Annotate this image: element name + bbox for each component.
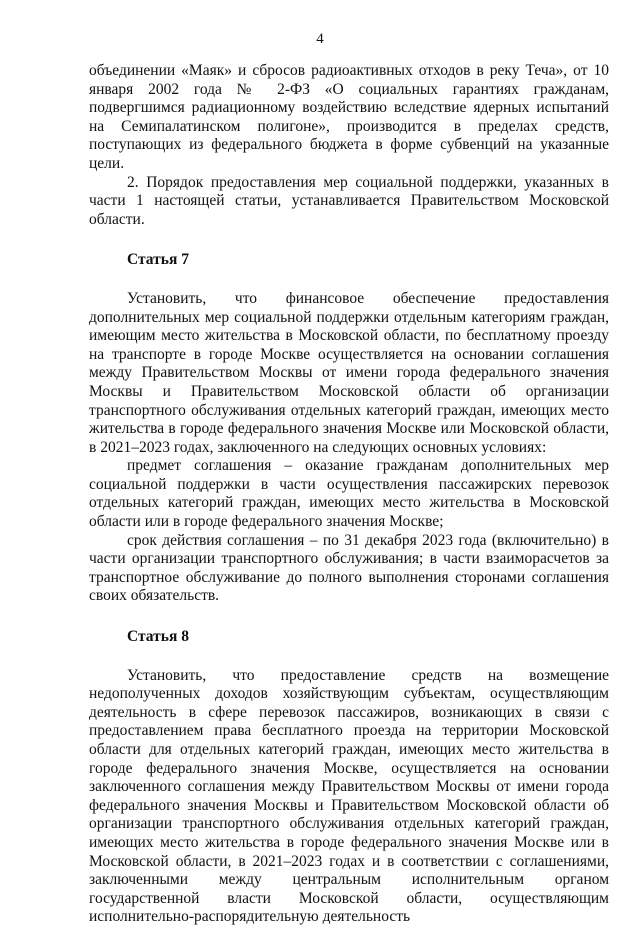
article-8-main-paragraph: Установить, что предоставление средств на возмещение недополученных доходов хозяйствующим субъектам, осуществляющим деятельность в сфере перевозок пассажиров, возникающих в связи с предоставлением права бесплатного проезда на территории Московской области для отдельных категорий граждан, имеющих место жительства в городе федерального значения Москве, осуществляется на основании заключенного соглашения между Правительством Москвы от имени города федерального значения Москвы и Правительством Московской области об организации транспортного обслуживания отдельных категорий граждан, имеющих место жительства в городе федерального значения Москве или в Московской области, в 2021–2023 годах и в соответствии с соглашениями, заключенными между центральным исполнительным органом государственной власти Московской области, осуществляющим исполнительно-распорядительную деятельность [89, 666, 609, 926]
paragraph-2: 2. Порядок предоставления мер социальной поддержки, указанных в части 1 настоящей статьи, устанавливается Правительством Московской области. [89, 173, 609, 228]
article-7-term-paragraph: срок действия соглашения – по 31 декабря 2023 года (включительно) в части организации транспортного обслуживания; в части взаиморасчетов за транспортное обслуживание до полного выполнения сторонами соглашения своих обязательств. [89, 531, 609, 605]
article-7-subject-paragraph: предмет соглашения – оказание гражданам дополнительных мер социальной поддержки в части осуществления пассажирских перевозок отдельных категорий граждан, имеющих место жительства в Московской области или в городе федерального значения Москве; [89, 457, 609, 531]
intro-paragraph: объединении «Маяк» и сбросов радиоактивных отходов в реку Теча», от 10 января 2002 года № 2-ФЗ «О социальных гарантиях гражданам, подвергшимся радиационному воздействию вследствие ядерных испытаний на Семипалатинском полигоне», производится в пределах средств, поступающих из федерального бюджета в форме субвенций на указанные цели. [89, 62, 609, 172]
document-body [89, 62, 609, 927]
page-number: 4 [316, 31, 324, 47]
spacer [89, 647, 609, 667]
spacer [89, 270, 609, 290]
article-7-heading: Статья 7 [127, 251, 189, 269]
article-8-heading: Статья 8 [127, 628, 189, 646]
article-7-main-paragraph: Установить, что финансовое обеспечение предоставления дополнительных мер социальной поддержки отдельным категориям граждан, имеющим место жительства в Московской области, по бесплатному проезду на транспорте в городе Москве осуществляется на основании соглашения между Правительством Москвы от имени города федерального значения Москвы и Правительством Московской области об организации транспортного обслуживания отдельных категорий граждан, имеющих место жительства в городе федерального значения Москве или Московской области, в 2021–2023 годах, заключенного на следующих основных условиях: [89, 289, 609, 456]
spacer [89, 606, 609, 628]
spacer [89, 229, 609, 251]
